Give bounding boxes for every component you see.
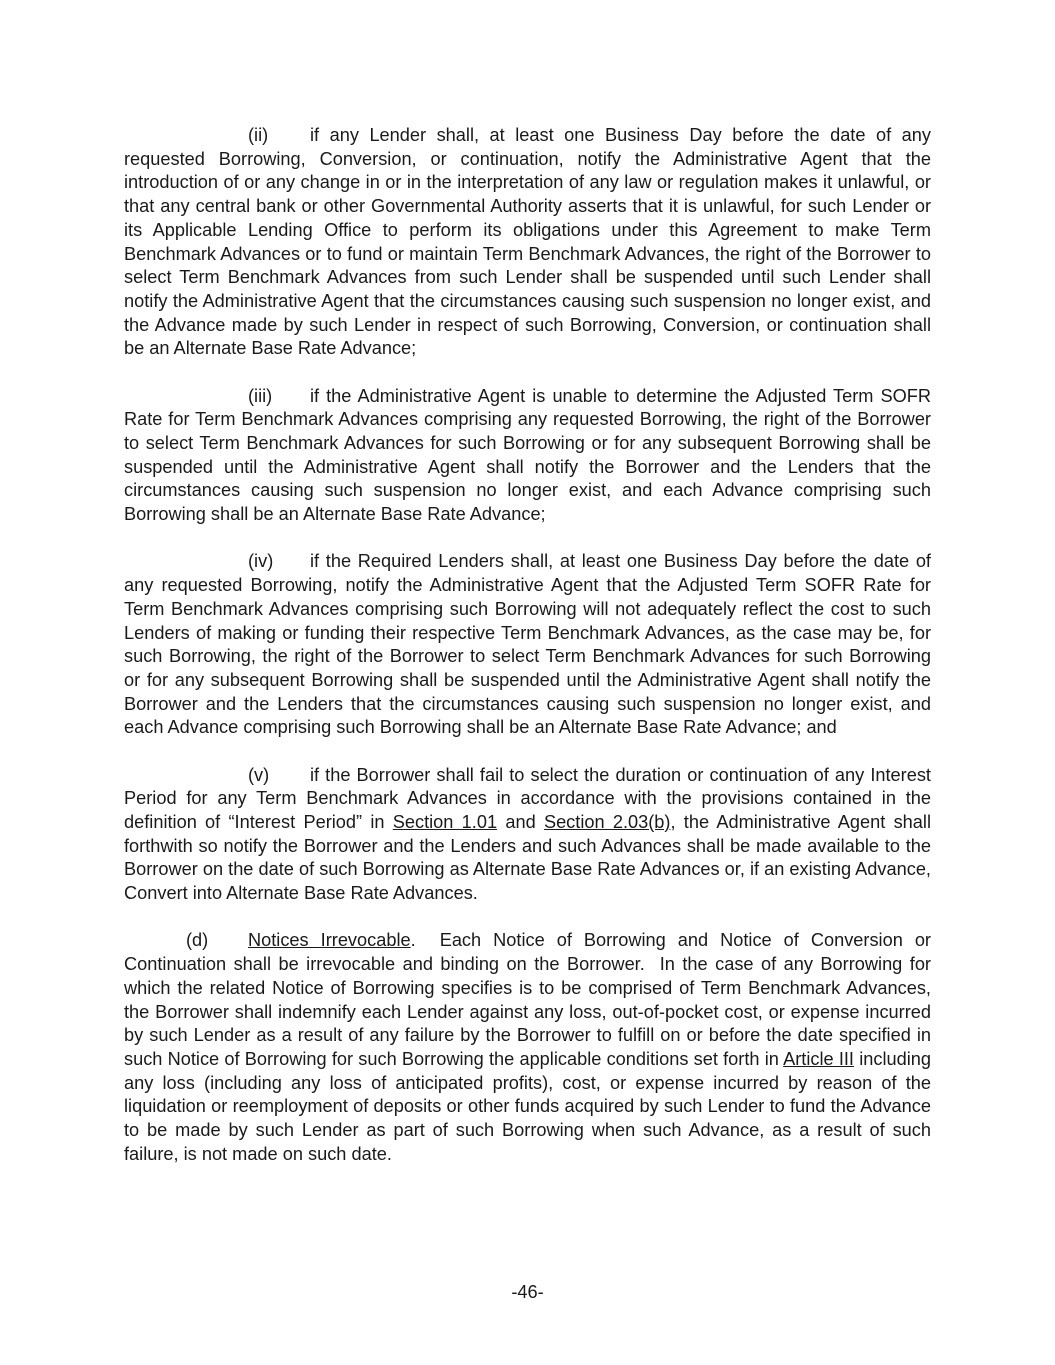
- article-reference-link: Article III: [783, 1048, 854, 1069]
- section-reference-link: Section 2.03(b): [543, 812, 671, 833]
- paragraph-label: (iii): [248, 385, 273, 406]
- paragraph-ii: [124, 124, 931, 361]
- paragraph-iv: [124, 550, 931, 740]
- paragraph-label: (iv): [248, 551, 274, 572]
- paragraph-text: including any loss (including any loss of anticipated profits), cost, or expense incurred by reason of the liquidation or reemployment of deposits or other funds acquired by such Lender to fund the Advance to be made by such Lender as part of such Borrowing when such Advance, as a result of such failure, is not made on such date.: [124, 1048, 931, 1164]
- heading-period: .: [410, 930, 416, 951]
- paragraph-text: Each Notice of Borrowing and Notice of Conversion or Continuation shall be irrevocable and binding on the Borrower. In the case of any Borrowing for which the related Notice of Borrowing specifies is to be comprised of Term Benchmark Advances, the Borrower shall indemnify each Lender against any loss, out-of-pocket cost, or expense incurred by such Lender as a result of any failure by the Borrower to fulfill on or before the date specified in such Notice of Borrowing for such Borrowing the applicable conditions set forth in: [124, 930, 937, 1069]
- paragraph-text: if the Required Lenders shall, at least one Business Day before the date of any requested Borrowing, notify the Administrative Agent that the Adjusted Term SOFR Rate for Term Benchmark Advances comprising such Borrowing will not adequately reflect the cost to such Lenders of making or funding their respective Term Benchmark Advances, as the case may be, for such Borrowing, the right of the Borrower to select Term Benchmark Advances for such Borrowing or for any subsequent Borrowing shall be suspended until the Administrative Agent shall notify the Borrower and the Lenders that the circumstances causing such suspension no longer exist, and each Advance comprising such Borrowing shall be an Alternate Base Rate Advance; and: [124, 551, 931, 738]
- paragraph-iii: [124, 385, 931, 527]
- paragraph-label: (v): [248, 764, 270, 785]
- paragraph-text: , the Administrative Agent shall forthwith so notify the Borrower and the Lenders and such Advances shall be made available to the Borrower on the date of such Borrowing as Alternate Base Rate Advances or, if an existing Advance, Convert into Alternate Base Rate Advances.: [124, 812, 931, 904]
- paragraph-label: (ii): [248, 125, 269, 145]
- paragraph-v: [124, 764, 931, 906]
- paragraph-text: if the Borrower shall fail to select the duration or continuation of any Interest Period for any Term Benchmark Advances in accordance with the provisions contained in the definition of “Interest Period” in: [124, 764, 931, 833]
- paragraph-text: if the Administrative Agent is unable to determine the Adjusted Term SOFR Rate for Term Benchmark Advances comprising any requested Borrowing, the right of the Borrower to select Term Benchmark Advances for such Borrowing or for any subsequent Borrowing shall be suspended until the Administrative Agent shall notify the Borrower and the Lenders that the circumstances causing such suspension no longer exist, and each Advance comprising such Borrowing shall be an Alternate Base Rate Advance;: [124, 385, 931, 525]
- paragraph-d: [124, 929, 937, 1166]
- section-reference-link: Section 1.01: [392, 812, 498, 833]
- paragraph-text: and: [497, 812, 544, 833]
- paragraph-label: (d): [186, 930, 209, 951]
- page-number: -46-: [511, 1282, 544, 1302]
- document-page: [124, 124, 937, 1190]
- section-heading: Notices Irrevocable: [248, 930, 411, 951]
- paragraph-text: if any Lender shall, at least one Business Day before the date of any requested Borrowing, Conversion, or continuation, notify the Administrative Agent that the introduction of or any change in or in the interpretation of any law or regulation makes it unlawful, or that any central bank or other Governmental Authority asserts that it is unlawful, for such Lender or its Applicable Lending Office to perform its obligations under this Agreement to make Term Benchmark Advances or to fund or maintain Term Benchmark Advances, the right of the Borrower to select Term Benchmark Advances from such Lender shall be suspended until such Lender shall notify the Administrative Agent that the circumstances causing such suspension no longer exist, and the Advance made by such Lender in respect of such Borrowing, Conversion, or continuation shall be an Alternate Base Rate Advance;: [124, 125, 931, 359]
